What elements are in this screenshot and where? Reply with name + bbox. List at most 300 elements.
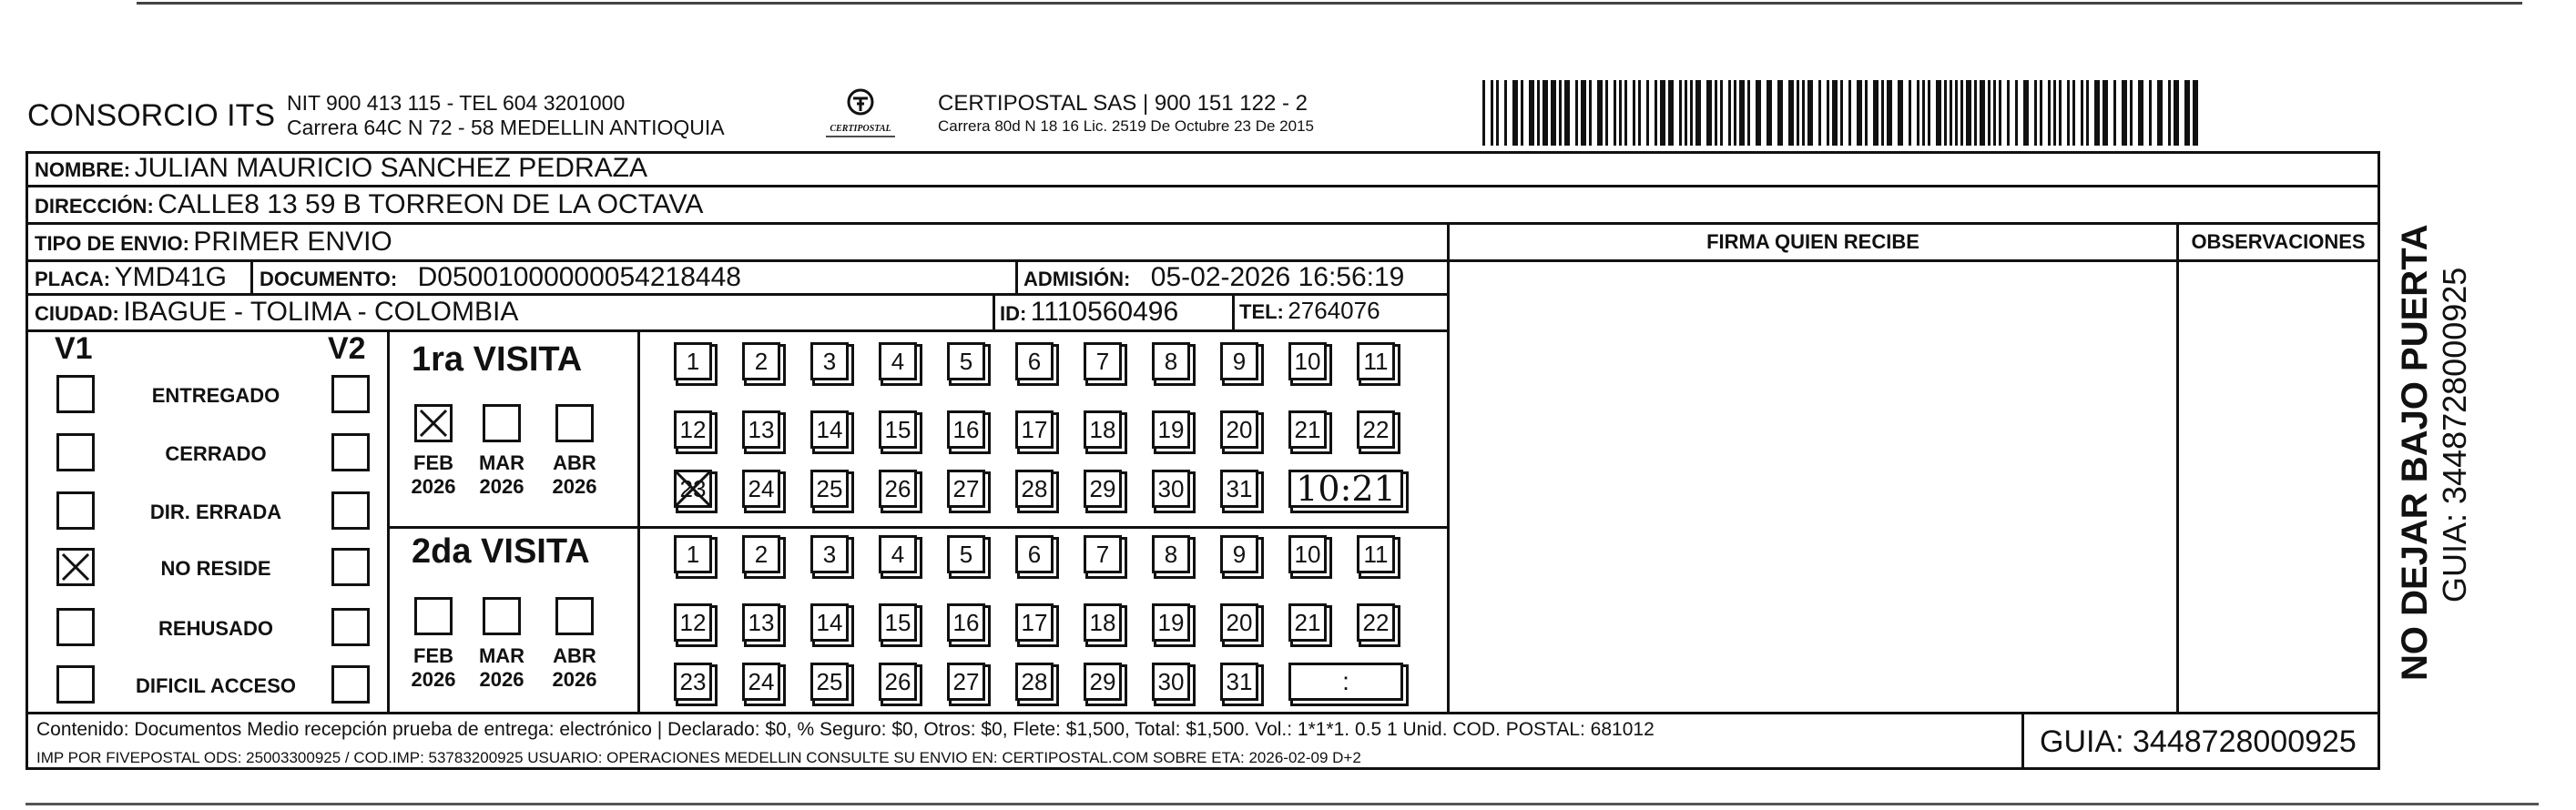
- barcode-bar: [1739, 80, 1745, 146]
- documento-label: DOCUMENTO:: [260, 268, 398, 290]
- reason-label: CERRADO: [165, 442, 267, 465]
- barcode-bar: [1936, 80, 1941, 146]
- day-box[interactable]: [674, 342, 712, 380]
- reason-label: REHUSADO: [158, 617, 273, 640]
- month-year: 2026: [479, 668, 524, 691]
- barcode-bar: [1788, 80, 1794, 146]
- barcode-bar: [2007, 80, 2010, 146]
- company-name: CONSORCIO ITS: [27, 98, 276, 133]
- barcode-bar: [1551, 80, 1556, 146]
- day-number: 2: [754, 347, 769, 375]
- barcode-bar: [1873, 80, 1879, 146]
- barcode-bar: [1980, 80, 1985, 146]
- barcode-bar: [1832, 80, 1838, 146]
- barcode-bar: [2015, 80, 2018, 146]
- barcode-bar: [1660, 80, 1665, 146]
- visit-2-title: 2da VISITA: [412, 532, 590, 571]
- barcode-bar: [2157, 80, 2163, 146]
- day-number: 14: [816, 608, 843, 636]
- day-box[interactable]: [742, 603, 780, 642]
- day-box[interactable]: [1288, 603, 1327, 642]
- barcode-bar: [1597, 80, 1603, 146]
- day-box[interactable]: [947, 663, 985, 701]
- barcode-bar: [2113, 80, 2116, 146]
- day-box[interactable]: [1084, 342, 1122, 380]
- reason-label: ENTREGADO: [151, 384, 280, 407]
- v2-label: V2: [328, 331, 366, 366]
- barcode-bar: [1756, 80, 1761, 146]
- barcode-bar: [1646, 80, 1649, 146]
- month-name: FEB: [413, 644, 453, 667]
- barcode-bar: [1668, 80, 1674, 146]
- day-number: 9: [1232, 347, 1247, 375]
- day-number: 10: [1294, 540, 1321, 568]
- day-number: 21: [1294, 608, 1321, 636]
- day-number: 7: [1095, 540, 1110, 568]
- day-number: 2: [754, 540, 769, 568]
- v1-checkbox[interactable]: [56, 375, 95, 413]
- day-number: 24: [748, 474, 775, 502]
- day-number: 22: [1362, 608, 1390, 636]
- day-number: 22: [1362, 415, 1390, 443]
- barcode-bar: [1564, 80, 1570, 146]
- day-box[interactable]: [742, 663, 780, 701]
- id-row: [1000, 297, 1178, 328]
- barcode-bar: [1521, 80, 1523, 146]
- day-number: 25: [816, 474, 843, 502]
- scan-edge-bottom: [25, 803, 2539, 805]
- time-field[interactable]: [1288, 470, 1403, 508]
- day-box[interactable]: [1357, 342, 1395, 380]
- barcode-bar: [1848, 80, 1851, 146]
- direccion-label: DIRECCIÓN:: [35, 195, 154, 218]
- day-number: 20: [1226, 608, 1253, 636]
- barcode-bar: [1960, 80, 1963, 146]
- v1-checkbox[interactable]: [56, 491, 95, 530]
- day-number: 28: [1021, 667, 1048, 695]
- barcode-bar: [2086, 80, 2089, 146]
- logo-wordmark: CERTIPOSTAL: [830, 124, 891, 134]
- month-label: [547, 451, 602, 499]
- day-box[interactable]: [810, 535, 849, 573]
- barcode-bar: [1917, 80, 1919, 146]
- day-number: 10: [1294, 347, 1321, 375]
- day-number: 31: [1226, 474, 1253, 502]
- day-box[interactable]: [1357, 603, 1395, 642]
- v1-checkbox[interactable]: [56, 608, 95, 646]
- placa-row: [35, 262, 227, 293]
- direccion-row: [35, 189, 703, 220]
- day-box[interactable]: [742, 410, 780, 449]
- day-box[interactable]: [1357, 410, 1395, 449]
- barcode-bar: [1928, 80, 1930, 146]
- ciudad-row: [35, 297, 518, 328]
- time-value: 10:21: [1296, 469, 1396, 509]
- barcode-bar: [1605, 80, 1608, 146]
- day-number: 6: [1027, 540, 1042, 568]
- barcode-bar: [1512, 80, 1518, 146]
- month-name: MAR: [478, 644, 525, 667]
- certipostal-logo: [813, 86, 908, 144]
- month-checkbox[interactable]: [483, 597, 521, 635]
- barcode-bar: [2122, 80, 2127, 146]
- barcode-bar: [1955, 80, 1958, 146]
- day-number: 15: [884, 608, 911, 636]
- month-name: ABR: [553, 451, 596, 474]
- day-number: 27: [952, 474, 980, 502]
- ciudad-label: CIUDAD:: [35, 302, 119, 325]
- nombre-label: NOMBRE:: [35, 158, 131, 181]
- barcode-bar: [1581, 80, 1586, 146]
- day-number: 5: [959, 540, 973, 568]
- day-box[interactable]: [1152, 535, 1190, 573]
- month-checkbox[interactable]: [414, 597, 453, 635]
- day-number: 29: [1089, 474, 1116, 502]
- day-box[interactable]: [1152, 410, 1190, 449]
- barcode-bar: [1909, 80, 1911, 146]
- day-box[interactable]: [879, 663, 917, 701]
- day-number: 6: [1027, 347, 1042, 375]
- day-box[interactable]: [879, 470, 917, 508]
- month-year: 2026: [411, 668, 456, 691]
- day-number: 14: [816, 415, 843, 443]
- v1-label: V1: [55, 331, 93, 366]
- barcode-bar: [1504, 80, 1507, 146]
- footer-content: Contenido: Documentos Medio recepción prueba de entrega: electrónico | Declarado: $0, % Seguro: $0, Otros: $0, Flete: $1,500, Total: $1,500. Vol.: 1*1*1. 0.5 1 Unid. COD. POSTAL: 681012: [36, 719, 1655, 740]
- reason-label: DIFICIL ACCESO: [135, 674, 296, 697]
- day-box[interactable]: [742, 470, 780, 508]
- month-label: [474, 451, 529, 499]
- day-box[interactable]: [1152, 342, 1190, 380]
- barcode-bar: [2059, 80, 2062, 146]
- barcode-bar: [1747, 80, 1750, 146]
- day-number: 16: [952, 608, 980, 636]
- day-number: 19: [1157, 415, 1185, 443]
- barcode-bar: [1818, 80, 1821, 146]
- day-box[interactable]: [947, 603, 985, 642]
- day-box[interactable]: [810, 410, 849, 449]
- barcode-bar: [1715, 80, 1717, 146]
- day-number: 11: [1363, 540, 1389, 568]
- barcode-bar: [2053, 80, 2056, 146]
- barcode-bar: [1922, 80, 1925, 146]
- day-box[interactable]: [1084, 663, 1122, 701]
- id-value: 1110560496: [1030, 297, 1179, 327]
- day-number: 28: [1021, 474, 1048, 502]
- day-box[interactable]: [1220, 603, 1258, 642]
- month-year: 2026: [552, 475, 597, 498]
- day-number: 12: [679, 415, 707, 443]
- month-checkbox[interactable]: [555, 597, 594, 635]
- nombre-value: JULIAN MAURICIO SANCHEZ PEDRAZA: [134, 153, 647, 183]
- carrier-address: Carrera 80d N 18 16 Lic. 2519 De Octubre 23 De 2015: [938, 117, 1314, 135]
- day-number: 4: [891, 540, 905, 568]
- barcode-bar: [1695, 80, 1701, 146]
- no-dejar-warning: NO DEJAR BAJO PUERTA: [2395, 224, 2435, 681]
- barcode-bar: [1840, 80, 1843, 146]
- day-number: 31: [1226, 667, 1253, 695]
- barcode-bar: [1690, 80, 1693, 146]
- footer-imp: IMP POR FIVEPOSTAL ODS: 25003300925 / COD.IMP: 53783200925 USUARIO: OPERACIONES MEDELLIN CONSULTE SU ENVIO EN: CERTIPOSTAL.COM SOBRE ETA: 2026-02-09 D+2: [36, 749, 1361, 766]
- month-checkbox[interactable]: [483, 404, 521, 442]
- day-box[interactable]: [879, 410, 917, 449]
- day-box[interactable]: [742, 342, 780, 380]
- barcode-bar: [2174, 80, 2179, 146]
- day-number: 8: [1164, 347, 1178, 375]
- day-number: 7: [1095, 347, 1110, 375]
- day-box[interactable]: [1220, 470, 1258, 508]
- barcode-bar: [2184, 80, 2190, 146]
- observaciones-header: OBSERVACIONES: [2191, 230, 2366, 253]
- day-number: 17: [1021, 608, 1048, 636]
- month-label: [406, 451, 461, 499]
- placa-value: YMD41G: [114, 262, 227, 292]
- day-number: 27: [952, 667, 980, 695]
- barcode: [1482, 80, 2202, 146]
- day-box[interactable]: [1288, 342, 1327, 380]
- day-box[interactable]: [879, 603, 917, 642]
- day-number: 15: [884, 415, 911, 443]
- v2-checkbox[interactable]: [331, 491, 370, 530]
- day-number: 17: [1021, 415, 1048, 443]
- carrier-name: CERTIPOSTAL SAS | 900 151 122 - 2: [938, 91, 1308, 116]
- time-value: :: [1342, 667, 1349, 695]
- company-nit: NIT 900 413 115 - TEL 604 3201000: [287, 91, 626, 115]
- day-box[interactable]: [1288, 535, 1327, 573]
- documento-value: D05001000000054218448: [417, 262, 741, 292]
- day-number: 24: [748, 667, 775, 695]
- day-number: 26: [884, 667, 911, 695]
- day-box[interactable]: [1152, 663, 1190, 701]
- barcode-bar: [1614, 80, 1616, 146]
- day-box[interactable]: [1015, 342, 1054, 380]
- barcode-bar: [2094, 80, 2100, 146]
- barcode-bar: [1857, 80, 1862, 146]
- check-mark-icon: [417, 407, 450, 440]
- day-box[interactable]: [947, 410, 985, 449]
- day-number: 1: [686, 540, 700, 568]
- day-number: 12: [679, 608, 707, 636]
- barcode-bar: [2072, 80, 2075, 146]
- day-box[interactable]: [1288, 410, 1327, 449]
- tipo-envio-value: PRIMER ENVIO: [193, 227, 392, 257]
- barcode-bar: [2034, 80, 2037, 146]
- company-address: Carrera 64C N 72 - 58 MEDELLIN ANTIOQUIA: [287, 116, 725, 139]
- month-year: 2026: [479, 475, 524, 498]
- barcode-bar: [1491, 80, 1493, 146]
- barcode-bar: [1950, 80, 1952, 146]
- month-year: 2026: [552, 668, 597, 691]
- v1-checkbox[interactable]: [56, 433, 95, 471]
- tel-label: TEL:: [1239, 300, 1284, 323]
- barcode-bar: [2149, 80, 2152, 146]
- barcode-bar: [1767, 80, 1772, 146]
- barcode-bar: [2130, 80, 2133, 146]
- barcode-bar: [1988, 80, 1991, 146]
- barcode-bar: [1944, 80, 1947, 146]
- month-year: 2026: [411, 475, 456, 498]
- firma-header: FIRMA QUIEN RECIBE: [1706, 230, 1919, 253]
- barcode-bar: [2168, 80, 2171, 146]
- visit-1-title: 1ra VISITA: [412, 340, 583, 379]
- day-box[interactable]: [1084, 603, 1122, 642]
- placa-label: PLACA:: [35, 268, 111, 290]
- day-number: 8: [1164, 540, 1178, 568]
- footer-guia: GUIA: 3448728000925: [2040, 724, 2357, 759]
- barcode-bar: [1633, 80, 1635, 146]
- barcode-bar: [1802, 80, 1805, 146]
- day-number: 4: [891, 347, 905, 375]
- barcode-bar: [1685, 80, 1687, 146]
- day-box[interactable]: [1015, 663, 1054, 701]
- barcode-bar: [1898, 80, 1903, 146]
- day-number: 30: [1157, 474, 1185, 502]
- admision-value: 05-02-2026 16:56:19: [1150, 262, 1405, 292]
- month-label: [474, 644, 529, 692]
- barcode-bar: [1543, 80, 1548, 146]
- tipo-envio-label: TIPO DE ENVIO:: [35, 232, 189, 255]
- day-number: 3: [822, 540, 837, 568]
- barcode-bar: [1974, 80, 1977, 146]
- day-number: 11: [1363, 347, 1389, 375]
- day-box[interactable]: [1220, 342, 1258, 380]
- day-box[interactable]: [674, 410, 712, 449]
- day-box[interactable]: [1357, 535, 1395, 573]
- barcode-bar: [2048, 80, 2051, 146]
- month-checkbox[interactable]: [414, 404, 453, 442]
- barcode-bar: [1827, 80, 1829, 146]
- barcode-bar: [1993, 80, 1996, 146]
- month-label: [547, 644, 602, 692]
- day-box[interactable]: [1015, 603, 1054, 642]
- barcode-bar: [1720, 80, 1723, 146]
- day-box[interactable]: [1152, 603, 1190, 642]
- v2-checkbox[interactable]: [331, 548, 370, 586]
- barcode-bar: [1559, 80, 1562, 146]
- v2-checkbox[interactable]: [331, 375, 370, 413]
- month-name: MAR: [478, 451, 525, 474]
- admision-row: [1023, 262, 1404, 293]
- barcode-bar: [1865, 80, 1868, 146]
- day-box[interactable]: [674, 663, 712, 701]
- reason-label: DIR. ERRADA: [149, 501, 282, 523]
- barcode-bar: [1589, 80, 1592, 146]
- day-number: 3: [822, 347, 837, 375]
- day-box[interactable]: [879, 342, 917, 380]
- tipo-envio-row: [35, 227, 392, 258]
- barcode-bar: [1734, 80, 1736, 146]
- documento-row: [260, 262, 741, 293]
- barcode-bar: [1728, 80, 1731, 146]
- barcode-bar: [2067, 80, 2070, 146]
- v2-checkbox[interactable]: [331, 433, 370, 471]
- day-number: 21: [1294, 415, 1321, 443]
- reason-label: NO RESIDE: [160, 557, 271, 580]
- barcode-bar: [2193, 80, 2198, 146]
- barcode-bar: [1966, 80, 1971, 146]
- day-number: 13: [748, 415, 775, 443]
- day-number: 26: [884, 474, 911, 502]
- barcode-bar: [1624, 80, 1627, 146]
- day-box[interactable]: [1220, 410, 1258, 449]
- barcode-bar: [1537, 80, 1540, 146]
- day-box[interactable]: [947, 342, 985, 380]
- month-checkbox[interactable]: [555, 404, 594, 442]
- day-number: 30: [1157, 667, 1185, 695]
- nombre-row: [35, 153, 647, 184]
- day-box[interactable]: [674, 535, 712, 573]
- day-box[interactable]: [1015, 535, 1054, 573]
- ciudad-value: IBAGUE - TOLIMA - COLOMBIA: [123, 297, 519, 327]
- day-box[interactable]: [1084, 535, 1122, 573]
- day-box[interactable]: [1084, 410, 1122, 449]
- v2-checkbox[interactable]: [331, 665, 370, 704]
- v1-checkbox[interactable]: [56, 548, 95, 586]
- day-box[interactable]: [810, 470, 849, 508]
- barcode-bar: [2023, 80, 2029, 146]
- day-box[interactable]: [879, 535, 917, 573]
- barcode-bar: [1529, 80, 1534, 146]
- barcode-bar: [1638, 80, 1641, 146]
- day-number: 16: [952, 415, 980, 443]
- time-field[interactable]: [1288, 663, 1403, 701]
- day-number: 23: [679, 474, 707, 502]
- day-number: 18: [1089, 415, 1116, 443]
- barcode-bar: [1619, 80, 1622, 146]
- barcode-bar: [1655, 80, 1657, 146]
- day-box[interactable]: [810, 663, 849, 701]
- month-name: ABR: [553, 644, 596, 667]
- day-box[interactable]: [947, 535, 985, 573]
- day-number: 19: [1157, 608, 1185, 636]
- barcode-bar: [1777, 80, 1783, 146]
- barcode-bar: [2103, 80, 2108, 146]
- day-box[interactable]: [947, 470, 985, 508]
- day-box[interactable]: [1015, 410, 1054, 449]
- day-box[interactable]: [1084, 470, 1122, 508]
- barcode-bar: [1575, 80, 1578, 146]
- barcode-bar: [1797, 80, 1799, 146]
- day-number: 5: [959, 347, 973, 375]
- v1-checkbox[interactable]: [56, 665, 95, 704]
- day-box[interactable]: [1015, 470, 1054, 508]
- day-number: 18: [1089, 608, 1116, 636]
- barcode-bar: [1807, 80, 1813, 146]
- day-box[interactable]: [742, 535, 780, 573]
- barcode-bar: [2040, 80, 2042, 146]
- day-number: 29: [1089, 667, 1116, 695]
- day-box[interactable]: [1220, 663, 1258, 701]
- barcode-bar: [2081, 80, 2083, 146]
- day-box[interactable]: [1220, 535, 1258, 573]
- day-box[interactable]: [674, 603, 712, 642]
- check-mark-icon: [59, 551, 92, 583]
- day-box[interactable]: [1152, 470, 1190, 508]
- barcode-bar: [2138, 80, 2143, 146]
- day-number: 1: [686, 347, 700, 375]
- barcode-bar: [1706, 80, 1712, 146]
- tel-row: [1239, 297, 1380, 325]
- day-number: 25: [816, 667, 843, 695]
- v2-checkbox[interactable]: [331, 608, 370, 646]
- day-box[interactable]: [810, 342, 849, 380]
- month-label: [406, 644, 461, 692]
- barcode-bar: [1999, 80, 2001, 146]
- admision-label: ADMISIÓN:: [1023, 268, 1131, 290]
- day-box[interactable]: [674, 470, 712, 508]
- day-box[interactable]: [810, 603, 849, 642]
- side-guia: GUIA: 3448728000925: [2436, 267, 2473, 602]
